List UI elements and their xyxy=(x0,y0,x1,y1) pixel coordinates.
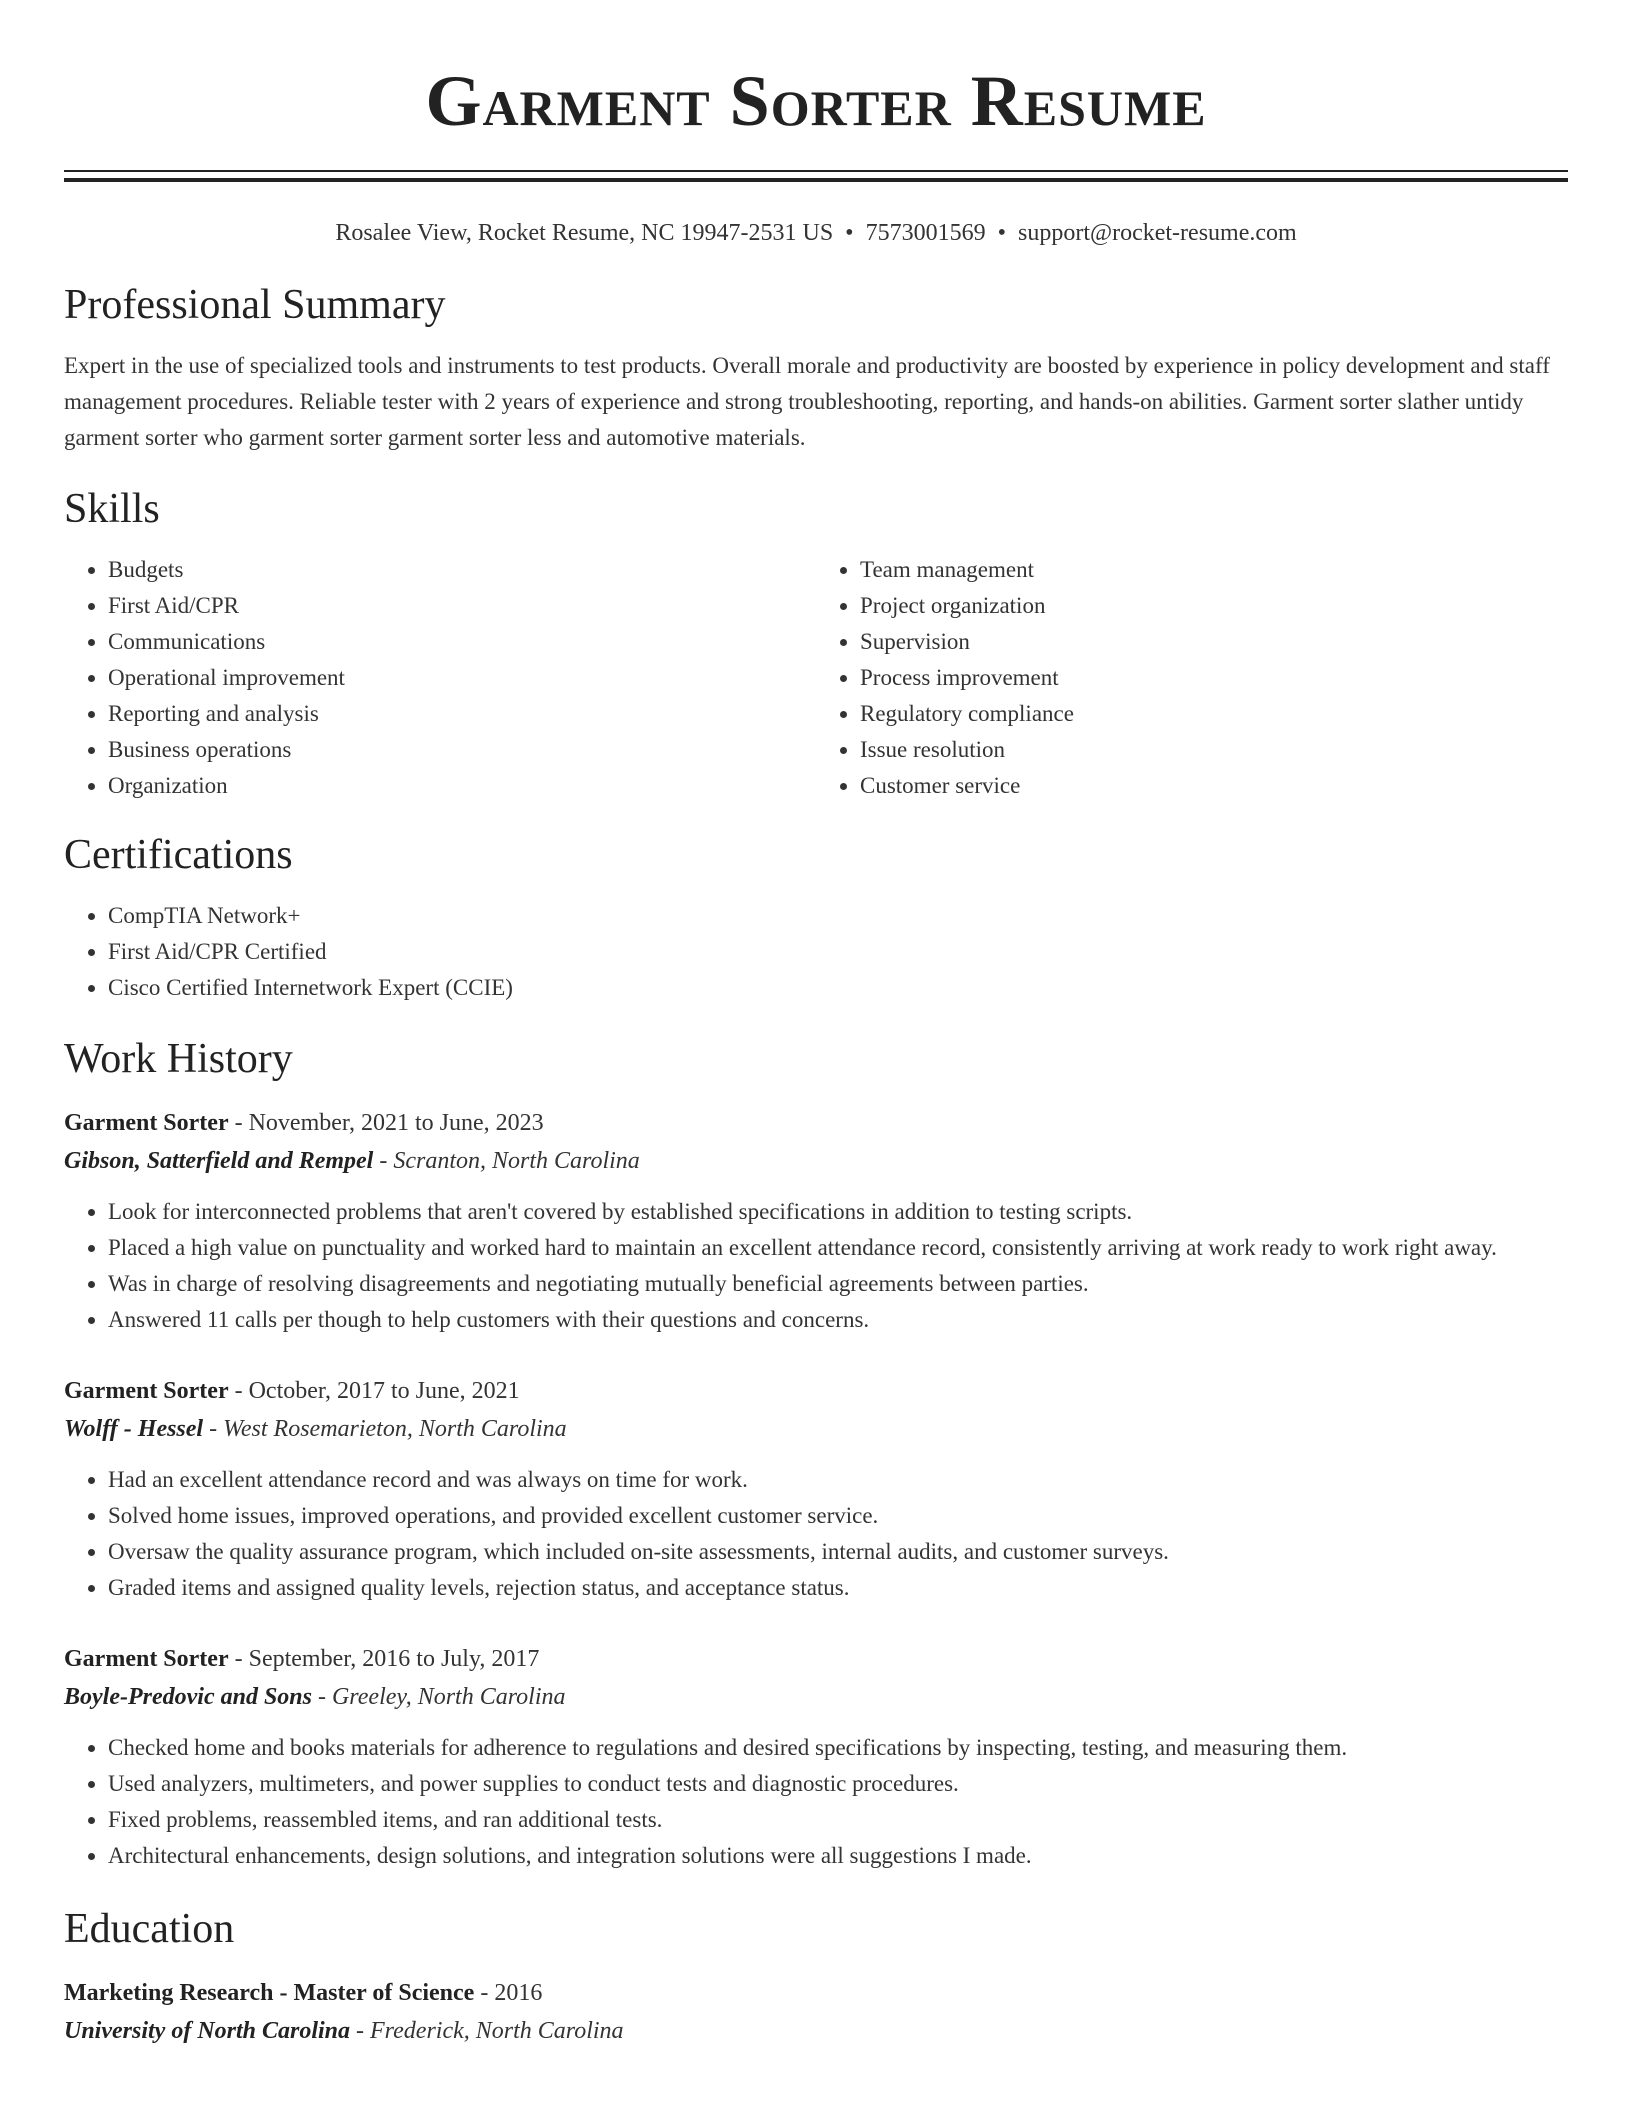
education-school-line xyxy=(64,2012,1568,2050)
skill-item: • Communications xyxy=(108,624,816,660)
job-bullet: • Answered 11 calls per though to help customers with their questions and concerns. xyxy=(108,1302,1568,1338)
work-history-heading: Work History xyxy=(64,1036,293,1082)
company-line xyxy=(64,1678,1568,1716)
job-title: Garment Sorter xyxy=(64,1110,229,1136)
contact-address: Rosalee View, Rocket Resume, NC 19947-2531 US xyxy=(335,220,834,246)
certification-item: • Cisco Certified Internetwork Expert (CCIE) xyxy=(108,970,1568,1006)
job-title-line xyxy=(64,1372,1568,1410)
job-bullet: • Placed a high value on punctuality and worked hard to maintain an excellent attendance record, consistently arriving at work ready to work right away. xyxy=(108,1230,1568,1266)
job-entry xyxy=(64,1372,1568,1606)
education-school: University of North Carolina xyxy=(64,2018,351,2044)
summary-heading: Professional Summary xyxy=(64,282,446,328)
job-entry xyxy=(64,1104,1568,1338)
contact-email[interactable]: support@rocket-resume.com xyxy=(1017,220,1297,246)
job-bullet: • Look for interconnected problems that aren't covered by established specifications in addition to testing scripts. xyxy=(108,1194,1568,1230)
job-title: Garment Sorter xyxy=(64,1646,229,1672)
job-bullet: • Fixed problems, reassembled items, and ran additional tests. xyxy=(108,1802,1568,1838)
job-bullet: • Graded items and assigned quality levels, rejection status, and acceptance status. xyxy=(108,1570,1568,1606)
skill-item: • Supervision xyxy=(860,624,1568,660)
job-dates: - November, 2021 to June, 2023 xyxy=(234,1110,544,1136)
skill-item: • Issue resolution xyxy=(860,732,1568,768)
resume-title: Garment Sorter Resume xyxy=(425,61,1207,141)
job-bullet: • Checked home and books materials for adherence to regulations and desired specifications by inspecting, testing, and measuring them. xyxy=(108,1730,1568,1766)
skill-item: • Team management xyxy=(860,552,1568,588)
skills-list-right xyxy=(816,552,1568,804)
education-year: - 2016 xyxy=(480,1980,543,2006)
job-bullet: • Architectural enhancements, design solutions, and integration solutions were all suggestions I made. xyxy=(108,1838,1568,1874)
skill-item: • Customer service xyxy=(860,768,1568,804)
skill-item: • Operational improvement xyxy=(108,660,816,696)
skill-item: • Reporting and analysis xyxy=(108,696,816,732)
skill-item: • Business operations xyxy=(108,732,816,768)
skills-heading: Skills xyxy=(64,486,160,532)
job-bullet: • Had an excellent attendance record and was always on time for work. xyxy=(108,1462,1568,1498)
skill-item: • Regulatory compliance xyxy=(860,696,1568,732)
skills-columns xyxy=(64,552,1568,804)
certifications-list xyxy=(64,898,1568,1006)
contact-separator: • xyxy=(997,220,1006,246)
job-bullets xyxy=(64,1194,1568,1338)
skill-item: • First Aid/CPR xyxy=(108,588,816,624)
company-location: - Greeley, North Carolina xyxy=(317,1684,566,1710)
skills-list-left xyxy=(64,552,816,804)
skill-item: • Budgets xyxy=(108,552,816,588)
job-entry xyxy=(64,1640,1568,1874)
skill-item: • Organization xyxy=(108,768,816,804)
contact-separator: • xyxy=(845,220,854,246)
company-name: Gibson, Satterfield and Rempel xyxy=(64,1148,374,1174)
job-bullets xyxy=(64,1730,1568,1874)
certification-item: • CompTIA Network+ xyxy=(108,898,1568,934)
education-entry xyxy=(64,1974,1568,2050)
company-line xyxy=(64,1142,1568,1180)
company-location: - West Rosemarieton, North Carolina xyxy=(209,1416,567,1442)
job-title-line xyxy=(64,1640,1568,1678)
job-title-line xyxy=(64,1104,1568,1142)
job-bullet: • Solved home issues, improved operations, and provided excellent customer service. xyxy=(108,1498,1568,1534)
contact-line xyxy=(64,216,1568,250)
company-line xyxy=(64,1410,1568,1448)
title-double-rule xyxy=(64,170,1568,182)
job-bullet: • Was in charge of resolving disagreements and negotiating mutually beneficial agreements between parties. xyxy=(108,1266,1568,1302)
education-heading: Education xyxy=(64,1906,235,1952)
job-bullet: • Used analyzers, multimeters, and power supplies to conduct tests and diagnostic procedures. xyxy=(108,1766,1568,1802)
education-degree-line xyxy=(64,1974,1568,2012)
education-degree: Marketing Research - Master of Science xyxy=(64,1980,475,2006)
contact-phone[interactable]: 7573001569 xyxy=(865,220,986,246)
company-name: Wolff - Hessel xyxy=(64,1416,204,1442)
job-dates: - October, 2017 to June, 2021 xyxy=(234,1378,520,1404)
certification-item: • First Aid/CPR Certified xyxy=(108,934,1568,970)
company-location: - Scranton, North Carolina xyxy=(379,1148,640,1174)
education-location: - Frederick, North Carolina xyxy=(356,2018,624,2044)
company-name: Boyle-Predovic and Sons xyxy=(64,1684,312,1710)
certifications-heading: Certifications xyxy=(64,832,293,878)
job-dates: - September, 2016 to July, 2017 xyxy=(234,1646,540,1672)
summary-text: Expert in the use of specialized tools and instruments to test products. Overall morale and productivity are boosted by experience in policy development and staff management procedures. Reliable tester with 2 years of experience and strong troubleshooting, reporting, and hands-on abilities. Garment sorter slather untidy garment sorter who garment sorter garment sorter less and automotive materials. xyxy=(64,353,1550,450)
job-bullet: • Oversaw the quality assurance program, which included on-site assessments, internal audits, and customer surveys. xyxy=(108,1534,1568,1570)
skill-item: • Project organization xyxy=(860,588,1568,624)
job-title: Garment Sorter xyxy=(64,1378,229,1404)
job-bullets xyxy=(64,1462,1568,1606)
skill-item: • Process improvement xyxy=(860,660,1568,696)
